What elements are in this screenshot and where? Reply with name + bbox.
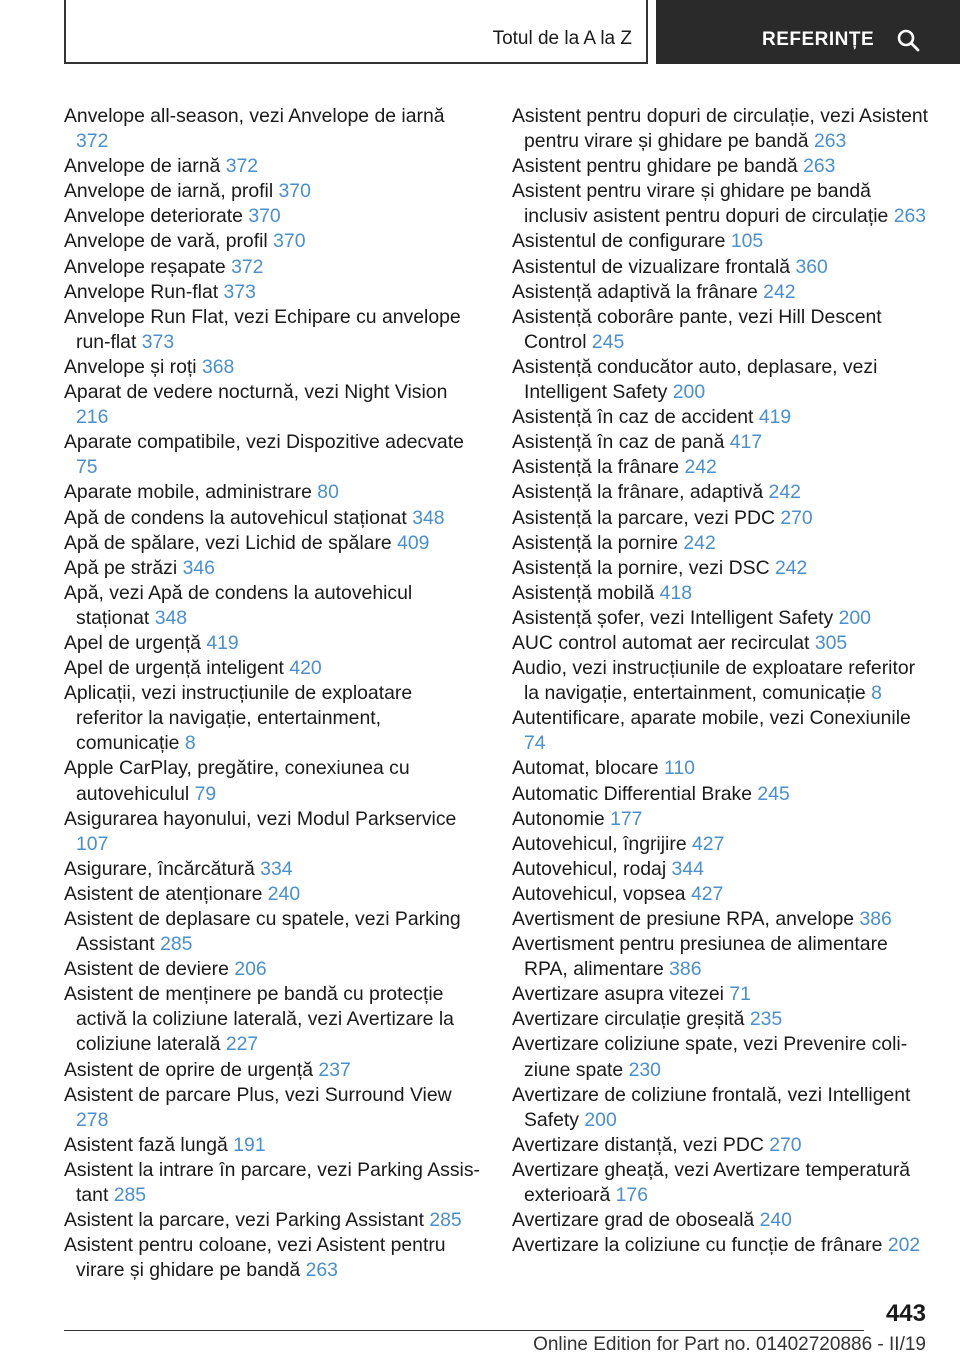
index-entry-text: Automat, blocare [512,757,659,780]
index-entry [512,455,932,480]
index-page-link[interactable]: 386 [859,908,892,930]
header-title: Totul de la A la Z [492,28,632,49]
index-page-link[interactable]: 263 [813,130,847,153]
index-page-link[interactable]: 80 [317,481,339,504]
index-entry [512,1133,932,1158]
index-page-link[interactable]: 346 [182,556,215,579]
index-entry [512,932,932,982]
index-entry-text: Anvelope Run-flat [64,280,219,303]
index-entry-text: Avertisment pentru presiunea de alimentare RPA, alimentare [512,933,888,981]
index-page-link[interactable]: 386 [669,958,702,981]
index-page-link[interactable]: 230 [628,1058,661,1081]
index-entry [512,907,932,932]
index-entry-text: Asistent de oprire de urgență [64,1058,314,1081]
index-page-link[interactable]: 285 [429,1209,462,1232]
index-entry [64,556,482,581]
index-page-link[interactable]: 427 [690,882,724,905]
index-page-link[interactable]: 176 [615,1184,648,1207]
index-entry-text: Avertizare la coliziune cu funcție de frânare [512,1234,883,1257]
index-page-link[interactable]: 285 [113,1184,147,1207]
index-entry-text: Aparate compatibile, vezi Dispozitive adecvate [64,431,464,454]
index-entry [64,355,482,380]
index-entry-text: Avertizare distanță, vezi PDC [512,1133,764,1156]
index-entry-text: Avertizare circulație greșită [512,1008,745,1031]
index-page-link[interactable]: 191 [233,1133,266,1156]
index-column-left [64,104,482,1283]
index-page-link[interactable]: 360 [795,255,828,278]
index-page-link[interactable]: 348 [154,606,188,629]
index-page-link[interactable]: 105 [730,230,764,253]
index-entry-text: Anvelope de iarnă, profil [64,180,274,203]
index-entry-text: Avertizare gheață, vezi Avertizare temperatură exterioară [512,1158,911,1207]
index-page-link[interactable]: 372 [76,130,109,153]
index-column-right [512,104,932,1258]
index-entry-text: Asistență adaptivă la frânare [512,280,758,303]
index-page-link[interactable]: 237 [318,1058,351,1081]
index-entry-text: Aparat de vedere nocturnă, vezi Night Vision [64,381,448,404]
index-entry-text: Apă de spălare, vezi Lichid de spălare [64,531,392,554]
index-entry [512,882,932,907]
index-entry [64,631,482,656]
index-entry-text: Asistent de atenționare [64,882,263,905]
index-page-link[interactable]: 216 [76,406,109,429]
index-page-link[interactable]: 110 [663,757,695,780]
index-entry [64,982,482,1057]
index-page-link[interactable]: 71 [729,983,751,1006]
index-entry-text: Apel de urgență [64,631,201,654]
index-page-link[interactable]: 79 [194,782,217,805]
index-entry [64,807,482,857]
index-entry [64,681,482,756]
index-page-link[interactable]: 372 [231,255,264,278]
index-entry [512,430,932,455]
index-entry [64,957,482,982]
index-entry-text: Asistență coborâre pante, vezi Hill Descent Control [512,305,882,353]
index-entry-text: Autonomie [512,807,605,830]
index-page-link[interactable]: 373 [223,280,256,303]
index-entry-text: Asistent la intrare în parcare, vezi Parking Assistant [64,1158,481,1207]
index-entry-text: Anvelope Run Flat, vezi Echipare cu anvelope run-flat [64,305,461,353]
footer-divider [64,1330,864,1331]
index-entry [64,179,482,204]
index-entry [64,656,482,681]
index-page-link[interactable]: 8 [184,732,196,755]
index-page-link[interactable]: 200 [672,381,706,404]
index-entry-text: Asistent pentru ghidare pe bandă [512,155,798,178]
index-entry [64,1208,482,1233]
index-entry-text: Apă pe străzi [64,556,178,579]
index-entry [64,380,482,430]
index-entry-text: Avertizare grad de oboseală [512,1209,755,1232]
index-page-link[interactable]: 419 [206,631,239,654]
index-entry [512,1233,932,1258]
index-page-link[interactable]: 263 [803,155,836,178]
index-entry-text: Asistență în caz de pană [512,431,725,454]
index-page-link[interactable]: 344 [671,857,704,880]
index-entry-text: Asistent de parcare Plus, vezi Surround View [64,1083,452,1106]
index-entry [64,480,482,505]
index-entry [512,229,932,254]
index-entry [512,832,932,857]
index-page-link[interactable]: 427 [692,832,725,855]
index-entry-text: Autovehicul, îngrijire [512,832,687,855]
index-entry-text: Asistență în caz de accident [512,406,754,429]
index-entry-text: Avertizare asupra vitezei [512,983,724,1006]
index-entry-text: Asistență la frânare [512,456,680,479]
index-entry-text: Asigurarea hayonului, vezi Modul Parkservice [64,807,457,830]
index-entry [64,104,482,154]
index-entry-text: Aparate mobile, administrare [64,481,312,504]
index-entry-text: Audio, vezi instrucțiunile de exploatare referitor la navigație, entertainment, comunicație [512,657,916,705]
index-page-link[interactable]: 235 [749,1008,783,1031]
index-entry-text: Asistent de deplasare cu spatele, vezi Parking Assistant [64,908,461,956]
index-entry [512,506,932,531]
index-page-link[interactable]: 240 [267,882,301,905]
index-entry [512,280,932,305]
index-entry [64,430,482,480]
index-entry [64,907,482,957]
index-entry [512,556,932,581]
index-page-link[interactable]: 263 [305,1259,338,1282]
index-entry [512,154,932,179]
index-page-link[interactable]: 370 [248,205,281,228]
index-entry [64,756,482,806]
page-number: 443 [885,1300,926,1327]
index-page-link[interactable]: 8 [871,682,882,705]
header-section-box[interactable] [656,0,960,64]
index-entry [512,1083,932,1133]
index-entry [512,355,932,405]
index-page-link[interactable]: 372 [225,155,259,178]
index-entry [64,154,482,179]
index-entry-text: Avertizare coliziune spate, vezi Prevenire coliziune spate [512,1033,908,1081]
index-entry [64,1233,482,1283]
index-page-link[interactable]: 227 [225,1033,259,1056]
index-page-link[interactable]: 370 [273,230,306,253]
index-entry-text: Asistență mobilă [512,581,655,604]
index-entry [512,1032,932,1082]
index-entry [512,1158,932,1208]
index-entry [64,882,482,907]
index-page-link[interactable]: 417 [729,431,763,454]
index-entry-text: Asistență conducător auto, deplasare, vezi Intelligent Safety [512,355,878,404]
index-entry [64,305,482,355]
index-entry-text: Asistent pentru coloane, vezi Asistent pentru virare și ghidare pe bandă [64,1234,446,1282]
index-entry-text: Anvelope de iarnă [64,155,221,178]
index-entry [512,179,932,229]
index-entry [512,480,932,505]
index-entry-text: AUC control automat aer recirculat [512,631,810,654]
index-page-link[interactable]: 200 [584,1108,617,1131]
index-entry-text: Autovehicul, rodaj [512,857,667,880]
index-entry-text: Asistență șofer, vezi Intelligent Safety [512,606,834,629]
index-entry [512,305,932,355]
index-page-link[interactable]: 409 [397,531,430,554]
index-entry-text: Apă, vezi Apă de condens la autovehicul staționat [64,581,413,629]
index-entry [512,104,932,154]
index-page-link[interactable]: 240 [759,1209,792,1232]
index-entry-text: Asistență la pornire, vezi DSC [512,556,770,579]
index-page-link[interactable]: 177 [610,807,643,830]
index-page-link[interactable]: 200 [838,606,871,629]
index-page-link[interactable]: 285 [160,933,193,956]
index-entry-text: Apă de condens la autovehicul staționat [64,506,407,529]
index-entry [512,606,932,631]
index-page-link[interactable]: 373 [141,330,175,353]
header-title-box [64,0,648,64]
index-page-link[interactable]: 242 [683,531,716,554]
index-entry-text: Anvelope deteriorate [64,205,243,228]
index-entry [512,531,932,556]
index-entry-text: Anvelope și roți [64,355,197,378]
index-entry [512,631,932,656]
index-entry-text: Asistentul de vizualizare frontală [512,255,791,278]
index-page-link[interactable]: 242 [763,280,796,303]
index-entry-text: Asistent fază lungă [64,1133,228,1156]
index-entry-text: Apple CarPlay, pregătire, conexiunea cu autovehiculul [64,757,410,805]
index-page-link[interactable]: 242 [774,556,808,579]
index-entry-text: Asistent pentru dopuri de circulație, vezi Asistent pentru virare și ghidare pe bandă [512,105,929,153]
index-entry [512,656,932,706]
index-page-link[interactable]: 370 [278,180,311,203]
index-entry-text: Asistent de deviere [64,958,229,981]
index-entry-text: Asistență la pornire [512,531,678,554]
index-page-link[interactable]: 206 [234,958,267,981]
index-entry [64,229,482,254]
footer-edition: Online Edition for Part no. 01402720886 - II/19 [533,1334,926,1355]
index-page-link[interactable]: 242 [768,481,801,504]
index-entry-text: Avertisment de presiune RPA, anvelope [512,908,855,930]
search-icon[interactable] [896,28,920,52]
index-entry-text: Automatic Differential Brake [512,782,752,805]
index-page-link[interactable]: 348 [412,506,445,529]
index-entry-text: Asistență la frânare, adaptivă [512,481,764,504]
index-page-link[interactable]: 305 [814,631,848,654]
index-entry [512,1208,932,1233]
index-page-link[interactable]: 245 [757,782,790,805]
index-page-link[interactable]: 202 [887,1234,921,1257]
index-entry [512,1007,932,1032]
index-page-link[interactable]: 242 [684,456,717,479]
index-entry [512,982,932,1007]
index-page-link[interactable]: 263 [893,205,927,228]
header-section-label[interactable]: REFERINȚE [762,29,875,50]
index-entry [64,581,482,631]
index-entry [512,581,932,606]
index-entry-text: Asigurare, încărcătură [64,857,255,880]
index-entry [512,706,932,756]
index-page-link[interactable]: 368 [201,355,235,378]
index-entry [64,204,482,229]
index-page-link[interactable]: 278 [76,1108,109,1131]
index-entry [512,782,932,807]
index-entry-text: Asistent de menținere pe bandă cu protecție activă la coliziune laterală, vezi Avertizare la coliziune laterală [64,983,454,1056]
index-entry [512,405,932,430]
index-page-link[interactable]: 74 [524,732,546,755]
index-entry-text: Aplicații, vezi instrucțiunile de exploatare referitor la navigație, entertainment, comunicație [64,682,413,755]
index-entry [512,756,932,781]
index-entry [64,280,482,305]
index-entry [64,1133,482,1158]
index-entry-text: Asistentul de configurare [512,230,726,253]
index-page-link[interactable]: 245 [591,330,625,353]
index-entry [512,807,932,832]
index-page-link[interactable]: 107 [76,832,109,855]
index-entry [64,1058,482,1083]
index-entry [512,857,932,882]
index-entry [64,1158,482,1208]
index-page-link[interactable]: 270 [780,506,813,529]
index-entry [64,531,482,556]
index-entry-text: Apel de urgență inteligent [64,657,284,680]
index-entry-text: Asistent pentru virare și ghidare pe bandă inclusiv asistent pentru dopuri de circulație [512,180,889,228]
index-page-link[interactable]: 75 [76,456,98,479]
index-page-link[interactable]: 420 [289,657,322,680]
index-entry-text: Autovehicul, vopsea [512,882,686,905]
index-entry [64,255,482,280]
index-entry-text: Avertizare de coliziune frontală, vezi Intelligent Safety [512,1083,911,1131]
index-entry-text: Asistent la parcare, vezi Parking Assistant [64,1209,424,1232]
index-entry [64,857,482,882]
index-page-link[interactable]: 334 [260,857,293,880]
index-page-link[interactable]: 419 [758,406,792,429]
index-entry [512,255,932,280]
index-page-link[interactable]: 270 [769,1133,802,1156]
index-entry [64,506,482,531]
index-entry-text: Anvelope de vară, profil [64,230,268,253]
index-entry-text: Autentificare, aparate mobile, vezi Conexiunile [512,707,911,730]
index-entry-text: Asistență la parcare, vezi PDC [512,506,775,529]
index-entry [64,1083,482,1133]
index-entry-text: Anvelope reșapate [64,255,226,278]
index-page-link[interactable]: 418 [659,581,693,604]
index-entry-text: Anvelope all-season, vezi Anvelope de iarnă [64,105,445,127]
